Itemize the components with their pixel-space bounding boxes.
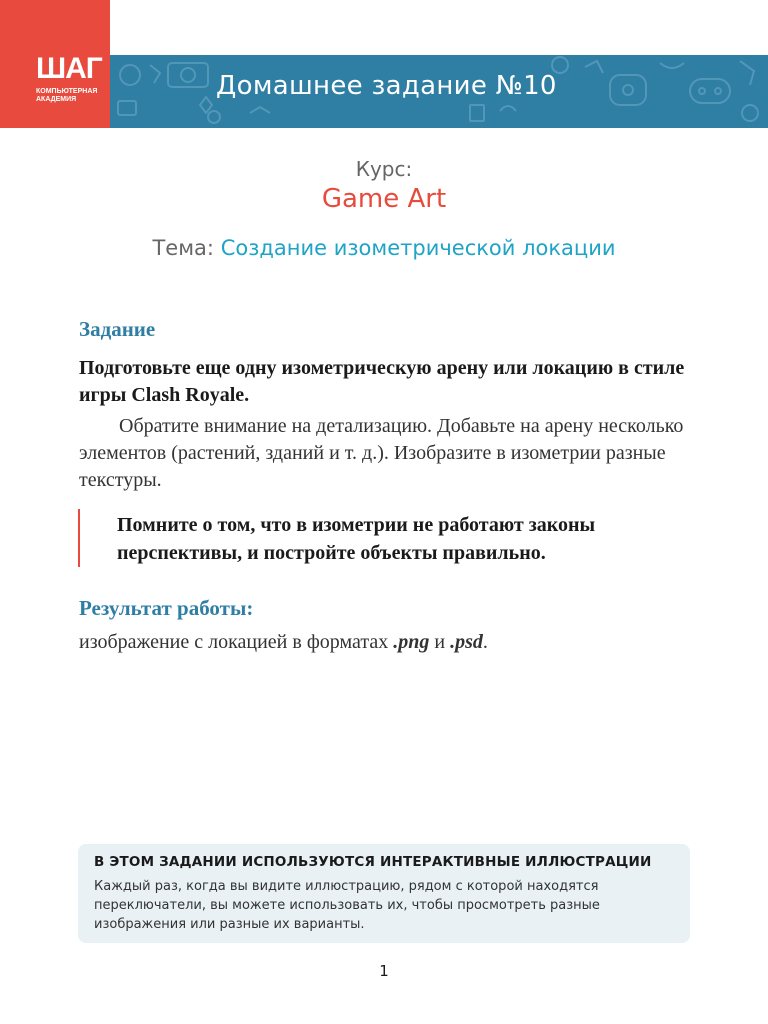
task-body bbox=[79, 413, 699, 494]
task-body-text: Обратите внимание на детализацию. Добавьте на арену несколько элементов (растений, зданий и т. д.). Изобразите в изометрии разные текстуры. bbox=[79, 415, 684, 491]
logo-main-text: ШАГ bbox=[36, 52, 102, 85]
note-text: Помните о том, что в изометрии не работают законы перспективы, и постройте объекты правильно. bbox=[117, 514, 596, 564]
page-number: 1 bbox=[379, 962, 389, 980]
page-title: Домашнее задание №10 bbox=[216, 71, 557, 101]
result-text-prefix: изображение с локацией в форматах bbox=[79, 631, 394, 653]
header-banner bbox=[0, 55, 768, 128]
note-accent-bar bbox=[78, 509, 80, 567]
topic-label: Тема: bbox=[152, 236, 215, 260]
topic-value: Создание изометрической локации bbox=[220, 236, 616, 260]
info-box-title: В ЭТОМ ЗАДАНИИ ИСПОЛЬЗУЮТСЯ ИНТЕРАКТИВНЫЕ ИЛЛЮСТРАЦИИ bbox=[94, 854, 652, 870]
result-heading: Результат работы: bbox=[79, 596, 254, 620]
info-box-body: Каждый раз, когда вы видите иллюстрацию, рядом с которой находятся переключатели, вы можете использовать их, чтобы просмотреть разные изображения или разные их варианты. bbox=[94, 879, 600, 932]
result-suffix: . bbox=[482, 631, 488, 653]
logo-subtitle-line2: АКАДЕМИЯ bbox=[36, 96, 77, 103]
logo-subtitle bbox=[36, 88, 100, 104]
task-main-statement-text: Подготовьте еще одну изометрическую арену или локацию в стиле игры Clash Royale bbox=[79, 357, 685, 406]
result-conjunction: и bbox=[429, 631, 451, 653]
course-label: Курс: bbox=[355, 157, 413, 181]
logo-subtitle-line1: КОМПЬЮТЕРНАЯ bbox=[36, 88, 98, 95]
task-heading: Задание bbox=[79, 317, 156, 341]
result-format-png: .png bbox=[393, 631, 430, 653]
course-name: Game Art bbox=[321, 184, 447, 214]
result-format-psd: .psd bbox=[450, 631, 483, 653]
task-main-statement bbox=[79, 355, 719, 409]
academy-logo bbox=[0, 0, 110, 128]
topic-line bbox=[0, 236, 768, 260]
info-box bbox=[78, 844, 690, 943]
result-text bbox=[79, 631, 488, 654]
task-main-statement-end: . bbox=[244, 384, 250, 406]
